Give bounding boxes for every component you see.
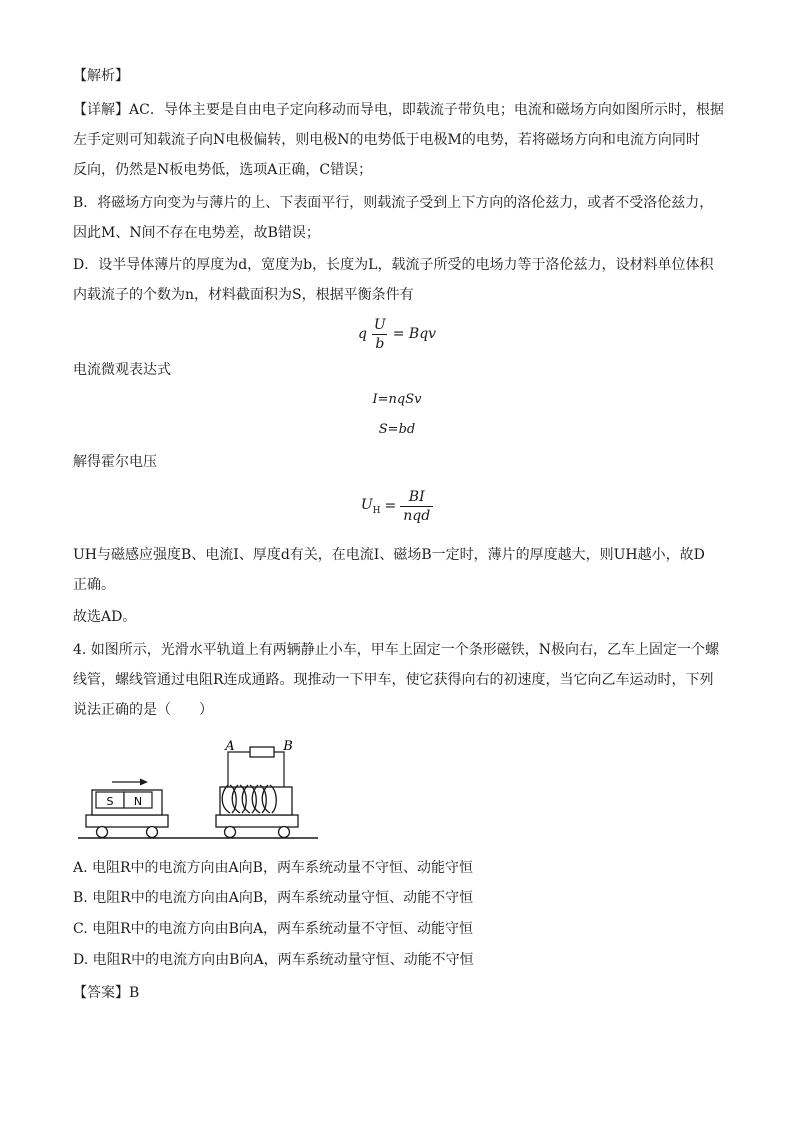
option-a: A. 电阻R中的电流方向由A向B，两车系统动量不守恒、动能守恒 (73, 860, 473, 876)
formula-current: I=nqSv (372, 392, 422, 407)
cart2-wheel-left (225, 827, 236, 838)
detail-line-1: 【详解】AC．导体主要是自由电子定向移动而导电，即载流子带负电；电流和磁场方向如图所示时，根据 (73, 102, 724, 118)
micro-expression-label: 电流微观表达式 (73, 362, 171, 378)
magnet-s-label: S (106, 795, 114, 808)
label-b: B (283, 739, 293, 754)
conclusion-line-1: UH与磁感应强度B、电流I、厚度d有关，在电流I、磁场B一定时，薄片的厚度越大，则UH越小，故D (73, 547, 705, 563)
formula4-numerator: BI (408, 488, 425, 505)
conclusion-line-2: 正确。 (73, 577, 115, 593)
analysis-header: 【解析】 (73, 68, 129, 84)
formula1-fraction (371, 316, 389, 353)
cart1-wheel-right (147, 827, 158, 838)
formula4-u: U (360, 496, 373, 513)
option-d: D. 电阻R中的电流方向由B向A，两车系统动量守恒、动能不守恒 (73, 952, 474, 968)
answer-line: 【答案】B (73, 985, 140, 1001)
formula1-numerator: U (373, 316, 386, 333)
detail-line-5: 因此M、N间不存在电势差，故B错误； (73, 225, 320, 241)
formula4-denominator: nqd (400, 506, 433, 525)
formula-area: S=bd (378, 422, 416, 437)
hall-voltage-label: 解得霍尔电压 (73, 454, 157, 470)
question4-line-3: 说法正确的是（ ） (73, 702, 213, 718)
formula-hall-voltage (0, 484, 794, 528)
formula4-sub: H (372, 505, 381, 516)
detail-line-6: D．设半导体薄片的厚度为d，宽度为b，长度为L，载流子所受的电场力等于洛伦兹力，设材料单位体积 (73, 257, 714, 273)
cart2-wheel-right (279, 827, 290, 838)
wire-left (228, 752, 250, 787)
cart1-body (86, 815, 168, 827)
option-b: B. 电阻R中的电流方向由A向B，两车系统动量守恒、动能不守恒 (73, 890, 474, 906)
cart1-wheel-left (97, 827, 108, 838)
question4-line-1: 4. 如图所示，光滑水平轨道上有两辆静止小车，甲车上固定一个条形磁铁，N极向右，乙车上固定一个螺 (73, 642, 720, 658)
formula4-eq: = (384, 498, 397, 514)
detail-line-3: 反向，仍然是N板电势低，选项A正确，C错误； (73, 162, 373, 178)
detail-line-7: 内载流子的个数为n，材料截面积为S，根据平衡条件有 (73, 287, 414, 303)
formula1-rhs: = Bqv (392, 326, 437, 342)
label-a: A (225, 739, 235, 754)
detail-line-2: 左手定则可知载流子向N电极偏转，则电极N的电势低于电极M的电势，若将磁场方向和电流方向同时 (73, 132, 700, 148)
formula4-fraction (400, 488, 433, 525)
resistor-r (250, 747, 274, 757)
cart2-body (216, 815, 298, 827)
formula1-denominator: b (372, 334, 387, 353)
formula4-lhs (361, 497, 381, 516)
velocity-arrow-head (140, 779, 148, 786)
choice-statement: 故选AD。 (73, 609, 137, 625)
formula1-q: q (357, 326, 367, 342)
magnet-n-label: N (133, 795, 143, 808)
wire-right (274, 752, 284, 787)
formula-lorentz-balance (0, 312, 794, 356)
question4-line-2: 线管，螺线管通过电阻R连成通路。现推动一下甲车，使它获得向右的初速度，当它向乙车运动时，下列 (73, 672, 714, 688)
option-c: C. 电阻R中的电流方向由B向A，两车系统动量不守恒、动能守恒 (73, 921, 474, 937)
carts-figure (78, 735, 328, 843)
detail-line-4: B．将磁场方向变为与薄片的上、下表面平行，则载流子受到上下方向的洛伦兹力，或者不受洛伦兹力， (73, 195, 714, 211)
